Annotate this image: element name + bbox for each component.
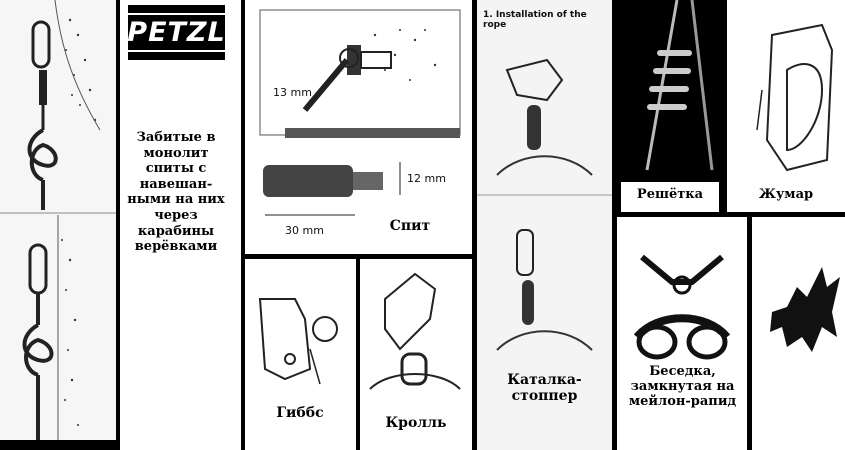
harness-drawing	[617, 217, 747, 450]
bolt-rope-illustration-panel	[0, 0, 116, 440]
stopper-header: 1. Installation of the rope	[483, 10, 587, 30]
rack-photo	[617, 0, 723, 180]
jumar-panel	[727, 0, 845, 212]
jumar-label: Жумар	[758, 187, 814, 202]
logo-caption-panel	[120, 0, 241, 450]
spit-label: Спит	[389, 218, 431, 234]
petzl-logo	[128, 5, 225, 60]
spit-drawing	[245, 0, 472, 254]
gibbs-label: Гиббс	[276, 405, 324, 421]
rope-carabiner-drawing	[0, 0, 116, 440]
spit-length-dim: 30 mm	[285, 224, 324, 237]
jumar-drawing	[727, 0, 845, 212]
stopper-panel	[477, 0, 612, 450]
croll-panel	[360, 259, 472, 450]
bat-panel	[752, 217, 845, 450]
croll-label: Кролль	[385, 415, 447, 431]
bolts-caption: Забитые в монолит спиты с навешан-ными на них через карабины верёвками	[127, 130, 225, 255]
stopper-label: Каталка-стоппер	[507, 372, 582, 405]
spit-height-dim: 12 mm	[407, 172, 446, 185]
spit-panel	[245, 0, 472, 254]
grid-panel	[617, 0, 723, 212]
bat-icon	[752, 217, 845, 450]
gibbs-drawing	[245, 259, 356, 450]
harness-label: Беседка, замкнутая на мейлон-рапид	[628, 364, 737, 409]
wrench-size-label: 13 mm	[273, 86, 312, 99]
gibbs-panel	[245, 259, 356, 450]
grid-label: Решётка	[636, 187, 704, 202]
petzl-logo-text: PETZL	[120, 13, 236, 52]
harness-panel	[617, 217, 747, 450]
